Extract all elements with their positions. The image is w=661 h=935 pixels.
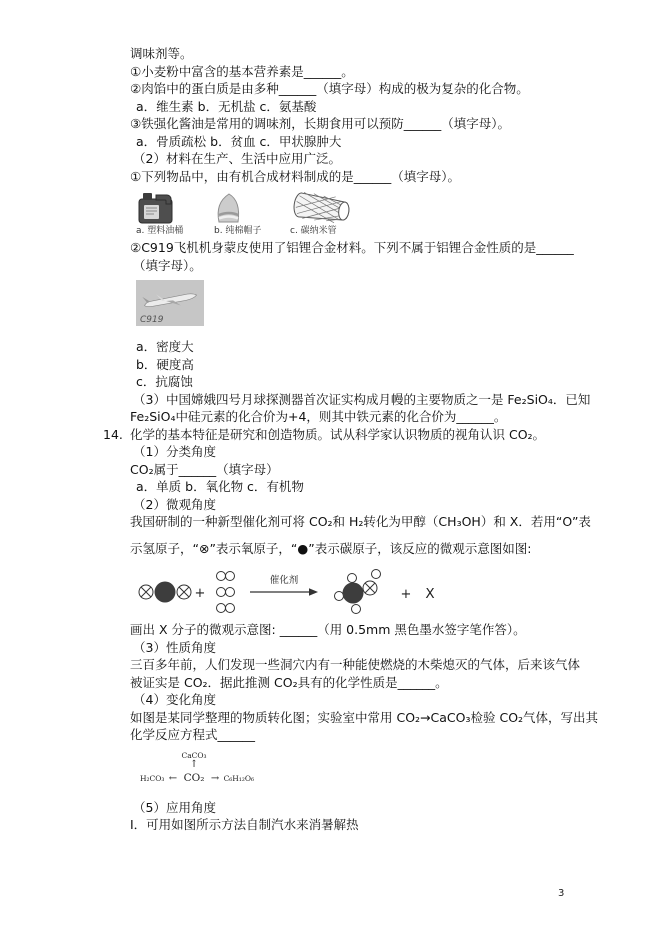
hydrogen-atom-icon — [217, 588, 226, 597]
q14-part5-line1: I．可用如图所示方法自制汽水来消暑解热 — [130, 817, 359, 832]
plus-sign: + — [194, 586, 206, 601]
plastic-jug-figure — [136, 191, 214, 237]
catalyst-label: 催化剂 — [269, 575, 299, 586]
carbon-nanotube-figure — [290, 191, 380, 237]
q14-part3-line2: 被证实是 CO₂．据此推测 CO₂具有的化学性质是______。 — [130, 674, 448, 690]
q13-continued-line: 调味剂等。 — [130, 46, 193, 61]
q14-part4-line1: 如图是某同学整理的物质转化图；实验室中常用 CO₂→CaCO₃检验 CO₂气体，写出其 — [130, 709, 599, 725]
hydrogen-atom-icon — [226, 604, 235, 613]
plus-sign: + — [400, 587, 412, 602]
q14-number: 14. — [103, 426, 123, 442]
hydrogen-atom-icon — [348, 574, 357, 583]
hydrogen-atom-icon — [335, 592, 344, 601]
q13-part2-sub2-line2: （填字母）。 — [133, 257, 202, 273]
hydrogen-atom-icon — [226, 588, 235, 597]
arrow-left-icon: ← — [168, 772, 178, 784]
q14-part1-heading: （1）分类角度 — [133, 444, 216, 459]
q14-part2-line2: 示氢原子，“⊗”表示氧原子，“●”表示碳原子，该反应的微观示意图如图: — [130, 540, 532, 556]
cotton-hat-figure — [214, 191, 290, 237]
q13-sub3-line: ③铁强化酱油是常用的调味剂，长期食用可以预防______（填字母）。 — [130, 116, 510, 131]
q13-sub2-options: a．维生素 b．无机盐 c．氨基酸 — [136, 98, 317, 114]
q13-part2-sub1-line: ①下列物品中，由有机合成材料制成的是______（填字母）。 — [130, 168, 460, 184]
q13-part3-line2: Fe₂SiO₄中硅元素的化合价为+4，则其中铁元素的化合价为______。 — [130, 409, 507, 424]
plastic-jug-icon — [136, 191, 178, 225]
arrow-right-icon: → — [210, 772, 220, 784]
q14-part4-heading: （4）变化角度 — [133, 692, 216, 707]
hydrogen-atom-icon — [217, 572, 226, 581]
plastic-jug-caption: a. 塑料油桶 — [136, 226, 184, 236]
carbon-nanotube-icon — [290, 191, 354, 225]
q13-sub3-options: a．骨质疏松 b．贫血 c．甲状腺肿大 — [136, 133, 342, 149]
carbon-nanotube-caption: c. 碳纳米管 — [290, 226, 337, 236]
carbon-atom-icon — [155, 582, 176, 603]
q14-draw-prompt: 画出 X 分子的微观示意图: ______（用 0.5mm 黑色墨水签字笔作答）。 — [130, 622, 526, 637]
formula-c6h12o6: C₆H₁₂O₆ — [223, 773, 255, 783]
q14-part5-heading: （5）应用角度 — [133, 799, 216, 815]
product-images-row — [136, 189, 566, 237]
q13-alloy-option-a: a．密度大 — [136, 339, 194, 354]
ch3oh-molecule — [335, 570, 381, 614]
c919-airplane-photo — [136, 280, 204, 326]
formula-h2co3: H₂CO₃ — [140, 773, 165, 783]
q13-part2-heading: （2）材料在生产、生活中应用广泛。 — [133, 151, 341, 166]
q13-alloy-option-c: c．抗腐蚀 — [136, 374, 193, 389]
q13-part2-sub2-line1: ②C919飞机机身蒙皮使用了铝锂合金材料。下列不属于铝锂合金性质的是______ — [130, 240, 574, 255]
q13-sub2-line: ②肉馅中的蛋白质是由多种______（填字母）构成的极为复杂的化合物。 — [130, 81, 529, 96]
co2-transformation-diagram — [140, 751, 566, 797]
document-content — [103, 45, 599, 834]
co2-molecule — [139, 582, 191, 603]
formula-co2: CO₂ — [183, 771, 205, 784]
formula-caco3: CaCO₃ — [181, 750, 207, 760]
q14-part4-line2: 化学反应方程式______ — [130, 727, 256, 742]
q14-intro-text: 化学的基本特征是研究和创造物质。试从科学家认识物质的视角认识 CO₂。 — [130, 426, 546, 442]
q13-alloy-option-b: b．硬度高 — [136, 356, 194, 372]
q13-sub1-line: ①小麦粉中富含的基本营养素是______。 — [130, 63, 354, 79]
reaction-micro-diagram — [134, 565, 454, 617]
catalyst-arrow-icon — [250, 588, 318, 596]
q14-part2-heading: （2）微观角度 — [133, 496, 216, 512]
q14-part1-options: a．单质 b．氧化物 c．有机物 — [136, 479, 304, 494]
page-number: 3 — [558, 888, 565, 899]
q14-part2-line1: 我国研制的一种新型催化剂可将 CO₂和 H₂转化为甲醇（CH₃OH）和 X．若用“O”表 — [130, 514, 591, 529]
q14-part3-heading: （3）性质角度 — [133, 639, 216, 655]
hydrogen-atom-icon — [372, 570, 381, 579]
hydrogen-atom-icon — [217, 604, 226, 613]
q14-part1-stem: CO₂属于______（填字母） — [130, 461, 279, 477]
q14-intro-line — [103, 426, 566, 444]
c919-photo-label: C919 — [140, 315, 164, 325]
x-product-label: X — [425, 586, 435, 602]
q14-part3-line1: 三百多年前，人们发现一些洞穴内有一种能使燃烧的木柴熄灭的气体，后来该气体 — [130, 657, 581, 672]
carbon-atom-icon — [343, 583, 364, 604]
cotton-hat-icon — [214, 191, 244, 225]
cotton-hat-caption: b. 纯棉帽子 — [214, 226, 262, 236]
q13-part3-line1: （3）中国嫦娥四号月球探测器首次证实构成月幔的主要物质之一是 Fe₂SiO₄．已知 — [133, 391, 591, 407]
hydrogen-atom-icon — [352, 605, 361, 614]
arrow-up-icon: ↑ — [189, 758, 199, 770]
hydrogen-atom-icon — [226, 572, 235, 581]
h2-molecules — [217, 572, 235, 613]
